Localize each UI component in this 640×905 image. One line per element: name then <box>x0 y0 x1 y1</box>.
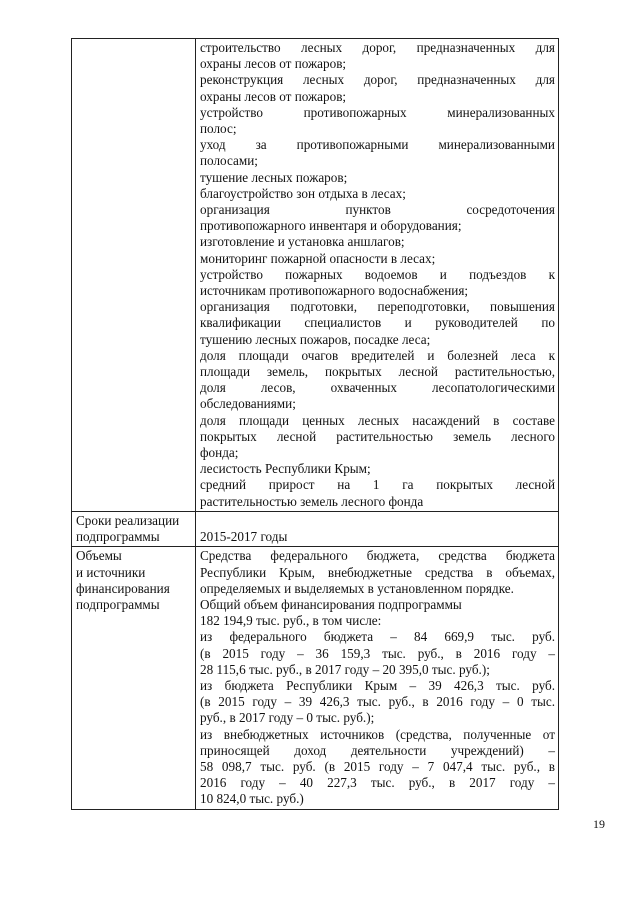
funding-line: приносящей доход деятельности учреждений) – <box>200 742 555 758</box>
indicator-line: устройство противопожарных минерализованных <box>200 104 555 120</box>
indicator-line: растительностью земель лесного фонда <box>200 493 424 509</box>
period-value: 2015-2017 годы <box>200 529 288 545</box>
indicator-line: охраны лесов от пожаров; <box>200 88 347 104</box>
indicator-line: противопожарного инвентаря и оборудования; <box>200 218 462 234</box>
table-row-period <box>72 511 559 546</box>
indicator-line: устройство пожарных водоемов и подъездов к <box>200 266 555 282</box>
indicator-line: строительство лесных дорог, предназначенных для <box>200 40 555 55</box>
funding-cell <box>196 547 559 809</box>
indicator-line: доля площади ценных лесных насаждений в составе <box>200 412 555 428</box>
indicator-line: квалификации специалистов и руководителей по <box>200 315 555 331</box>
funding-label-line: Объемы <box>76 548 122 564</box>
indicator-line: средний прирост на 1 га покрытых лесной <box>200 477 555 493</box>
funding-line: 2016 году – 40 227,3 тыс. руб., в 2017 году – <box>200 775 555 791</box>
funding-line: (в 2015 году – 36 159,3 тыс. руб., в 2016 году – <box>200 645 555 661</box>
period-value-cell <box>196 511 559 546</box>
funding-line: Республики Крым, внебюджетные средства в объемах, <box>200 564 555 580</box>
page-number: 19 <box>593 817 605 831</box>
funding-line: 10 824,0 тыс. руб.) <box>200 791 304 807</box>
indicator-line: полос; <box>200 121 237 137</box>
indicator-line: организация подготовки, переподготовки, повышения <box>200 299 555 315</box>
funding-line: 182 194,9 тыс. руб., в том числе: <box>200 613 382 629</box>
program-passport-table <box>71 38 559 810</box>
funding-line: 58 098,7 тыс. руб. (в 2015 году – 7 047,4 тыс. руб., в <box>200 758 555 774</box>
table-row-funding <box>72 547 559 809</box>
indicator-line: фонда; <box>200 445 239 461</box>
indicator-line: доля лесов, охваченных лесопатологическими <box>200 380 555 396</box>
indicator-line: тушению лесных пожаров, посадке леса; <box>200 331 431 347</box>
indicators-cell <box>196 39 559 512</box>
period-label-line: подпрограммы <box>76 529 160 545</box>
indicator-line: охраны лесов от пожаров; <box>200 56 347 72</box>
funding-line: (в 2015 году – 39 426,3 тыс. руб., в 2016 году – 0 тыс. <box>200 694 555 710</box>
indicator-line: доля площади очагов вредителей и болезней леса к <box>200 347 555 363</box>
indicator-line: организация пунктов сосредоточения <box>200 202 555 218</box>
indicator-line: тушение лесных пожаров; <box>200 169 348 185</box>
indicator-line: покрытых лесной растительностью земель лесного <box>200 428 555 444</box>
table-row-indicators <box>72 39 559 512</box>
funding-line: Общий объем финансирования подпрограммы <box>200 596 462 612</box>
indicator-line: полосами; <box>200 153 258 169</box>
funding-line: 28 115,6 тыс. руб., в 2017 году – 20 395,0 тыс. руб.); <box>200 661 490 677</box>
indicator-line: обследованиями; <box>200 396 296 412</box>
funding-label-line: и источники <box>76 564 146 580</box>
indicators-label-cell <box>72 39 196 512</box>
funding-label-line: подпрограммы <box>76 596 160 612</box>
indicator-line: лесистость Республики Крым; <box>200 461 371 477</box>
indicator-line: благоустройство зон отдыха в лесах; <box>200 185 406 201</box>
funding-line: из бюджета Республики Крым – 39 426,3 тыс. руб. <box>200 677 555 693</box>
period-label-line: Сроки реализации <box>76 512 180 528</box>
indicator-line: мониторинг пожарной опасности в лесах; <box>200 250 436 266</box>
indicator-line: площади земель, покрытых лесной растительностью, <box>200 364 555 380</box>
indicator-line: источникам противопожарного водоснабжения; <box>200 283 469 299</box>
funding-label-line: финансирования <box>76 580 170 596</box>
period-label-cell <box>72 511 196 546</box>
funding-line: определяемых и выделяемых в установленном порядке. <box>200 580 514 596</box>
indicator-line: реконструкция лесных дорог, предназначенных для <box>200 72 555 88</box>
funding-label-cell <box>72 547 196 809</box>
indicator-line: изготовление и установка аншлагов; <box>200 234 405 250</box>
funding-line: из федерального бюджета – 84 669,9 тыс. руб. <box>200 629 555 645</box>
funding-line: руб., в 2017 году – 0 тыс. руб.); <box>200 710 375 726</box>
funding-line: из внебюджетных источников (средства, полученные от <box>200 726 555 742</box>
indicator-line: уход за противопожарными минерализованными <box>200 137 555 153</box>
funding-line: Средства федерального бюджета, средства бюджета <box>200 548 555 564</box>
